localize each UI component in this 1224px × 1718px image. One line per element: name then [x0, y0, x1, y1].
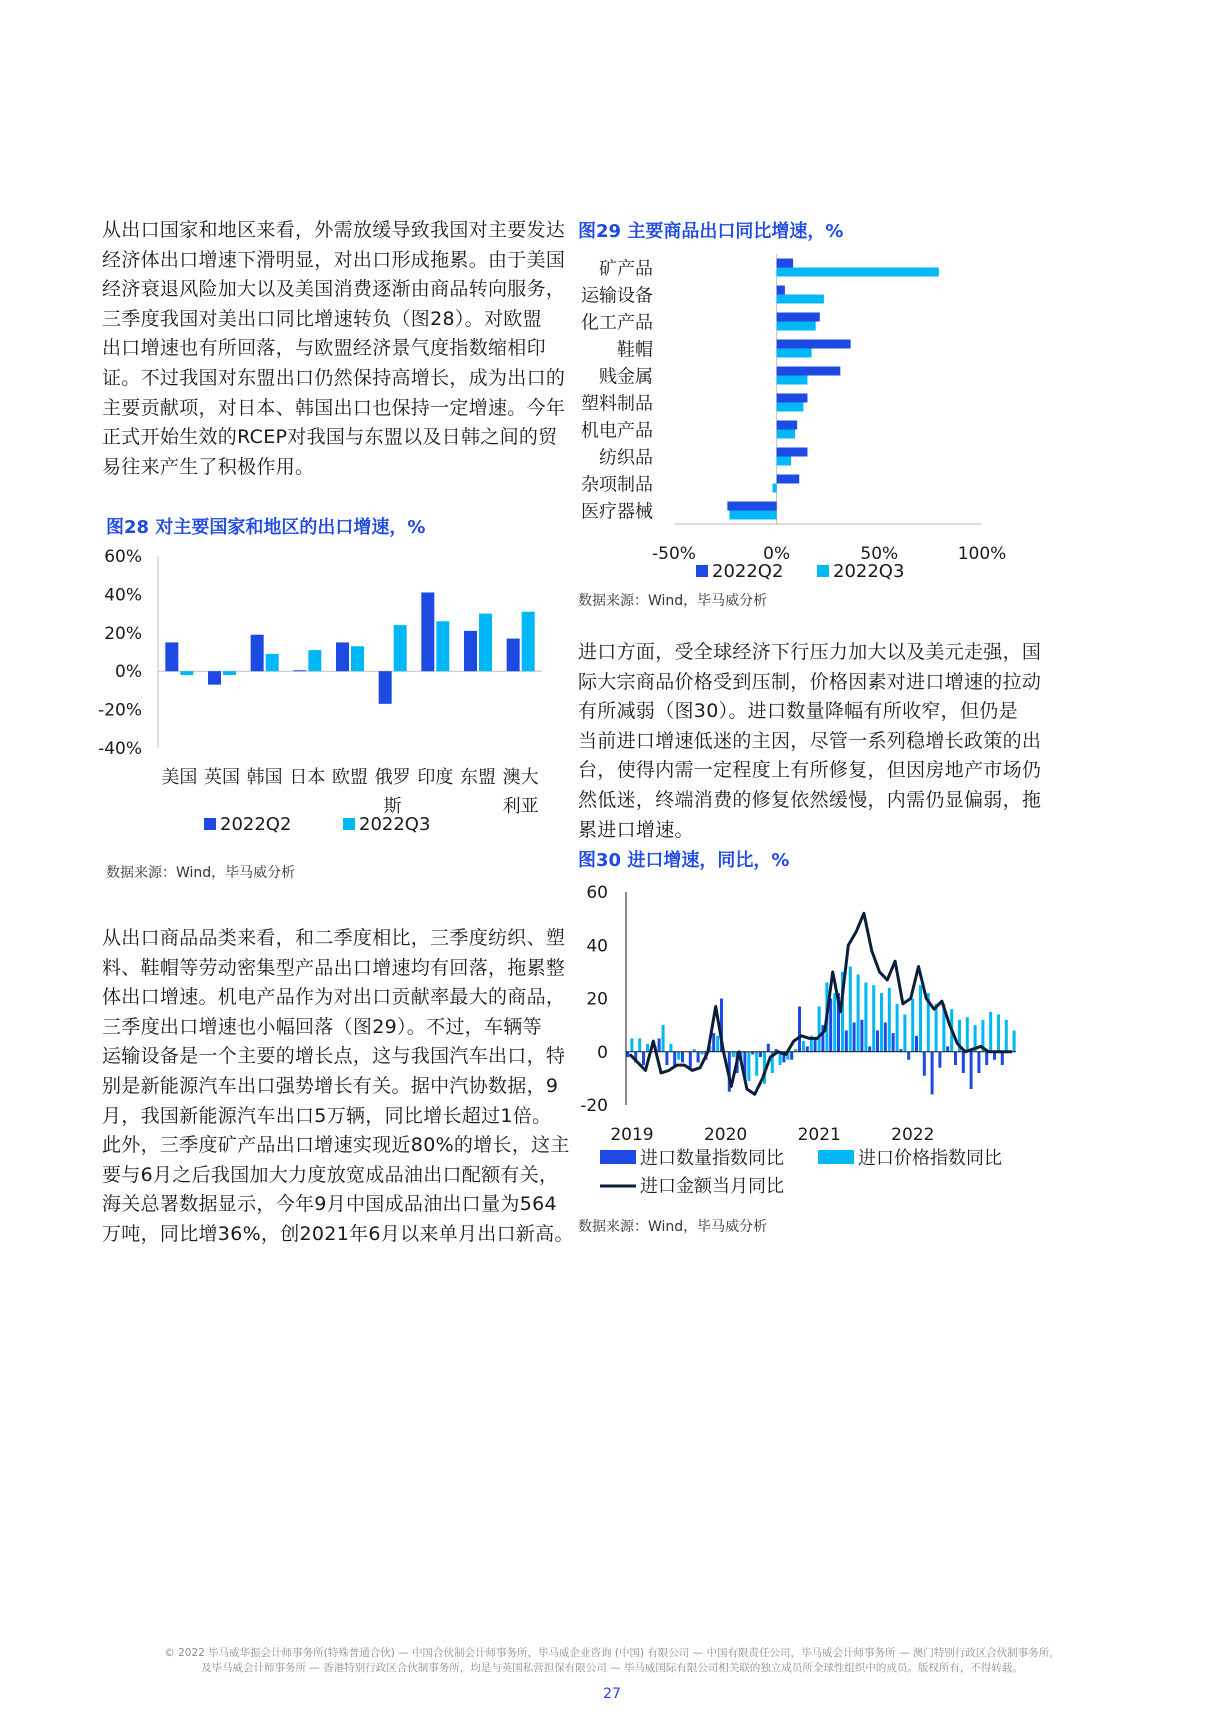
bar-2022q3: [308, 650, 321, 671]
text-line: 出口增速也有所回落，与欧盟经济景气度指数缩相印: [102, 337, 546, 360]
text-line: 进口方面，受全球经济下行压力加大以及美元走强，国: [578, 641, 1042, 663]
y-tick-label: 20: [586, 989, 608, 1010]
bar-quantity-index: [626, 1052, 629, 1057]
legend-label: 2022Q2: [712, 561, 784, 582]
text-line: 际大宗商品价格受到压制，价格因素对进口增速的拉动: [578, 670, 1042, 693]
paragraph-export-by-region: [102, 216, 565, 482]
x-category-label: 利亚: [502, 796, 539, 817]
bar-quantity-index: [892, 1033, 895, 1052]
bar-2022q3: [223, 671, 236, 675]
bar-quantity-index: [884, 1022, 887, 1051]
y-tick-label: -20%: [98, 700, 142, 721]
text-line: 当前进口增速低迷的主因，尽管一系列稳增长政策的出: [578, 729, 1042, 752]
bar-price-index: [747, 1052, 750, 1081]
x-tick-label: 50%: [860, 544, 899, 564]
bar-2022q3: [180, 671, 193, 675]
text-line: 此外，三季度矿产品出口增速实现近80%的增长，这主: [102, 1134, 570, 1157]
bar-2022q2: [777, 421, 798, 430]
legend-swatch: [696, 565, 708, 577]
y-category-label: 贱金属: [599, 366, 653, 388]
y-category-label: 杂项制品: [581, 474, 653, 496]
text-line: 然低迷，终端消费的修复依然缓慢，内需仍显偏弱，拖: [578, 788, 1042, 811]
text-line: 要与6月之后我国加大力度放宽成品油出口配额有关，: [102, 1163, 559, 1186]
text-line: 主要贡献项，对日本、韩国出口也保持一定增速。今年: [102, 396, 566, 419]
bar-2022q3: [777, 430, 795, 439]
y-tick-label: 40%: [104, 585, 142, 606]
bar-2022q3: [729, 511, 776, 520]
bar-price-index: [677, 1052, 680, 1060]
y-tick-label: 40: [586, 936, 608, 957]
bar-price-index: [638, 1038, 641, 1051]
bar-quantity-index: [1001, 1052, 1004, 1065]
bar-quantity-index: [868, 1046, 871, 1051]
figure-28-title: 图28 对主要国家和地区的出口增速，%: [106, 517, 426, 538]
bar-price-index: [880, 993, 883, 1052]
x-category-label: 澳大: [502, 767, 539, 788]
bar-2022q2: [777, 313, 820, 322]
x-category-label: 日本: [289, 767, 326, 788]
bar-quantity-index: [697, 1052, 700, 1063]
bar-quantity-index: [712, 1033, 715, 1052]
text-line: 证。不过我国对东盟出口仍然保持高增长，成为出口的: [102, 366, 566, 389]
bar-2022q2: [507, 639, 520, 672]
bar-2022q3: [777, 322, 816, 331]
bar-2022q2: [251, 635, 264, 671]
x-tick-label: -50%: [652, 544, 696, 564]
bar-quantity-index: [985, 1052, 988, 1065]
legend-swatch: [343, 818, 355, 830]
bar-price-index: [935, 1004, 938, 1052]
x-tick-label: 2021: [797, 1125, 841, 1145]
figure-29-chart: [570, 244, 1040, 584]
text-line: 有所减弱（图30）。进口数量降幅有所收窄，但仍是: [578, 700, 1018, 723]
bar-quantity-index: [977, 1052, 980, 1073]
legend-label: 2022Q3: [833, 561, 905, 582]
bar-price-index: [630, 1038, 633, 1051]
figure-30-source: 数据来源：Wind，毕马威分析: [578, 1219, 768, 1235]
bar-quantity-index: [798, 1006, 801, 1051]
bar-price-index: [1013, 1030, 1016, 1051]
bar-quantity-index: [970, 1052, 973, 1089]
text-line: 易往来产生了积极作用。: [102, 455, 315, 478]
bar-price-index: [989, 1012, 992, 1052]
x-category-label: 东盟: [460, 767, 496, 788]
bar-2022q3: [777, 268, 939, 277]
bar-quantity-index: [923, 1052, 926, 1076]
bar-price-index: [896, 1004, 899, 1052]
bar-quantity-index: [767, 1044, 770, 1052]
legend-label: 2022Q2: [220, 814, 292, 835]
y-tick-label: -20: [580, 1096, 608, 1116]
text-line: 三季度我国对美出口同比增速转负（图28）。对欧盟: [102, 307, 542, 330]
legend-swatch: [204, 818, 216, 830]
bar-quantity-index: [681, 1052, 684, 1063]
bar-2022q3: [777, 349, 812, 358]
legend-swatch: [817, 565, 829, 577]
bar-price-index: [911, 999, 914, 1052]
x-tick-label: 2022: [891, 1125, 935, 1145]
bar-price-index: [732, 1052, 735, 1057]
figure-28-source: 数据来源：Wind，毕马威分析: [106, 865, 296, 881]
bar-quantity-index: [689, 1052, 692, 1068]
x-category-label: 斯: [383, 796, 402, 817]
text-line: 从出口国家和地区来看，外需放缓导致我国对主要发达: [102, 219, 566, 241]
bar-2022q2: [379, 671, 392, 704]
bar-price-index: [903, 1014, 906, 1051]
y-tick-label: 60: [586, 883, 608, 903]
y-category-label: 运输设备: [581, 285, 653, 307]
text-line: 正式开始生效的RCEP对我国与东盟以及日韩之间的贸: [102, 426, 558, 449]
x-category-label: 英国: [204, 767, 240, 788]
y-tick-label: 0%: [115, 662, 142, 683]
bar-2022q3: [266, 654, 279, 671]
figure-30-title: 图30 进口增速，同比，%: [578, 850, 790, 871]
text-line: 从出口商品品类来看，和二季度相比，三季度纺织、塑: [102, 927, 566, 949]
bar-2022q2: [777, 394, 808, 403]
bar-price-index: [646, 1044, 649, 1052]
paragraph-imports: [578, 638, 1041, 845]
x-tick-label: 0%: [763, 544, 791, 564]
bar-quantity-index: [829, 999, 832, 1052]
bar-quantity-index: [665, 1052, 668, 1065]
bar-quantity-index: [759, 1052, 762, 1057]
bar-price-index: [849, 967, 852, 1052]
bar-price-index: [833, 993, 836, 1052]
y-tick-label: 0: [597, 1042, 608, 1063]
bar-2022q2: [208, 671, 221, 684]
text-line: 台，使得内需一定程度上有所修复，但因房地产市场仍: [578, 759, 1042, 782]
text-line: 海关总署数据显示，今年9月中国成品油出口量为564: [102, 1193, 557, 1216]
bar-quantity-index: [962, 1052, 965, 1073]
bar-price-index: [997, 1014, 1000, 1051]
x-category-label: 欧盟: [332, 767, 368, 788]
bar-price-index: [966, 1017, 969, 1052]
bar-quantity-index: [853, 1022, 856, 1051]
bar-price-index: [1005, 1020, 1008, 1052]
bar-2022q3: [522, 612, 535, 672]
x-category-label: 韩国: [246, 767, 283, 788]
x-tick-label: 2020: [703, 1125, 748, 1145]
y-category-label: 医疗器械: [581, 501, 653, 523]
text-line: 经济体出口增速下滑明显，对出口形成拖累。由于美国: [102, 248, 566, 271]
x-category-label: 俄罗: [374, 767, 411, 788]
bar-price-index: [864, 983, 867, 1052]
y-category-label: 化工产品: [581, 312, 653, 334]
legend-swatch: [818, 1150, 854, 1164]
bar-price-index: [872, 985, 875, 1052]
x-tick-label: 100%: [957, 544, 1007, 564]
bar-quantity-index: [954, 1052, 957, 1065]
text-line: 三季度出口增速也小幅回落（图29）。不过，车辆等: [102, 1015, 542, 1038]
bar-quantity-index: [946, 1046, 949, 1051]
x-category-label: 美国: [161, 767, 198, 788]
legend-label: 进口数量指数同比: [640, 1148, 784, 1169]
bar-quantity-index: [806, 1046, 809, 1051]
bar-price-index: [802, 1041, 805, 1052]
figure-29-title: 图29 主要商品出口同比增速，%: [578, 221, 844, 242]
bar-2022q2: [464, 631, 477, 671]
bar-quantity-index: [790, 1052, 793, 1060]
bar-quantity-index: [814, 1038, 817, 1051]
bar-2022q3: [777, 457, 791, 466]
figure-29-source: 数据来源：Wind，毕马威分析: [578, 593, 768, 609]
text-line: 万吨，同比增36%，创2021年6月以来单月出口新高。: [102, 1222, 574, 1245]
bar-2022q2: [777, 367, 841, 376]
y-tick-label: -40%: [98, 739, 142, 759]
bar-quantity-index: [876, 1030, 879, 1051]
text-line: 料、鞋帽等劳动密集型产品出口增速均有回落，拖累整: [102, 956, 566, 979]
y-category-label: 机电产品: [581, 420, 653, 442]
bar-2022q2: [777, 259, 793, 268]
bar-quantity-index: [938, 1052, 941, 1068]
y-category-label: 塑料制品: [581, 393, 653, 415]
copyright-line: © 2022 毕马威华振会计师事务所(特殊普通合伙) — 中国合伙制会计师事务所，毕马威企业咨询 (中国) 有限公司 — 中国有限责任公司，毕马威会计师事务所 — 澳门特别行政区合伙制事务所，: [164, 1647, 1060, 1659]
bar-price-index: [919, 985, 922, 1052]
paragraph-export-by-product: [102, 924, 574, 1250]
bar-quantity-index: [642, 1052, 645, 1065]
bar-2022q2: [165, 642, 178, 671]
y-tick-label: 20%: [104, 623, 142, 644]
legend-label: 2022Q3: [359, 814, 431, 835]
bar-2022q3: [777, 295, 824, 304]
bar-2022q2: [777, 340, 851, 349]
x-category-label: 印度: [417, 767, 454, 788]
figure-30-chart: [570, 870, 1050, 1210]
bar-price-index: [818, 1006, 821, 1051]
y-tick-label: 60%: [104, 547, 142, 567]
bar-price-index: [755, 1052, 758, 1076]
legend-swatch: [600, 1150, 636, 1164]
bar-2022q3: [351, 646, 364, 671]
text-line: 月，我国新能源汽车出口5万辆，同比增长超过1倍。: [102, 1104, 552, 1127]
bar-quantity-index: [931, 1052, 934, 1095]
bar-quantity-index: [915, 1036, 918, 1052]
bar-2022q3: [479, 614, 492, 672]
bar-quantity-index: [845, 1030, 848, 1051]
figure-28-chart: [90, 540, 550, 860]
bar-2022q2: [777, 286, 785, 295]
bar-price-index: [716, 1036, 719, 1052]
bar-quantity-index: [860, 1020, 863, 1052]
bar-2022q3: [773, 484, 777, 493]
bar-price-index: [662, 1025, 665, 1052]
text-line: 累进口增速。: [578, 818, 694, 841]
legend-label: 进口价格指数同比: [858, 1148, 1002, 1169]
bar-price-index: [857, 975, 860, 1052]
copyright-line: 及毕马威会计师事务所 — 香港特别行政区合伙制事务所，均是与英国私营担保有限公司 — 毕马威国际有限公司相关联的独立成员所全球性组织中的成员。版权所有，不得转载。: [201, 1662, 1023, 1674]
bar-2022q2: [777, 448, 808, 457]
text-line: 别是新能源汽车出口强势增长有关。据中汽协数据，9: [102, 1074, 559, 1097]
bar-2022q2: [777, 475, 800, 484]
bar-2022q3: [436, 621, 449, 671]
bar-price-index: [888, 988, 891, 1052]
bar-2022q3: [777, 376, 808, 385]
y-category-label: 矿产品: [599, 258, 653, 280]
text-line: 经济衰退风险加大以及美国消费逐渐由商品转向服务，: [102, 278, 566, 301]
bar-quantity-index: [907, 1052, 910, 1060]
x-tick-label: 2019: [610, 1125, 654, 1145]
bar-2022q2: [421, 592, 434, 671]
copyright-footer: [0, 1646, 1224, 1676]
text-line: 体出口增速。机电产品作为对出口贡献率最大的商品，: [102, 986, 566, 1009]
bar-price-index: [669, 1044, 672, 1052]
y-category-label: 纺织品: [599, 447, 653, 469]
line-import-value: [630, 913, 1012, 1094]
bar-2022q3: [394, 625, 407, 671]
bar-2022q2: [293, 670, 306, 671]
bar-2022q2: [727, 502, 776, 511]
legend-label: 进口金额当月同比: [640, 1176, 784, 1197]
bar-2022q2: [336, 642, 349, 671]
bar-2022q3: [777, 403, 804, 412]
bar-quantity-index: [658, 1038, 661, 1051]
y-category-label: 鞋帽: [617, 339, 653, 361]
page-number: 27: [603, 1686, 621, 1702]
text-line: 运输设备是一个主要的增长点，这与我国汽车出口，特: [102, 1045, 566, 1068]
